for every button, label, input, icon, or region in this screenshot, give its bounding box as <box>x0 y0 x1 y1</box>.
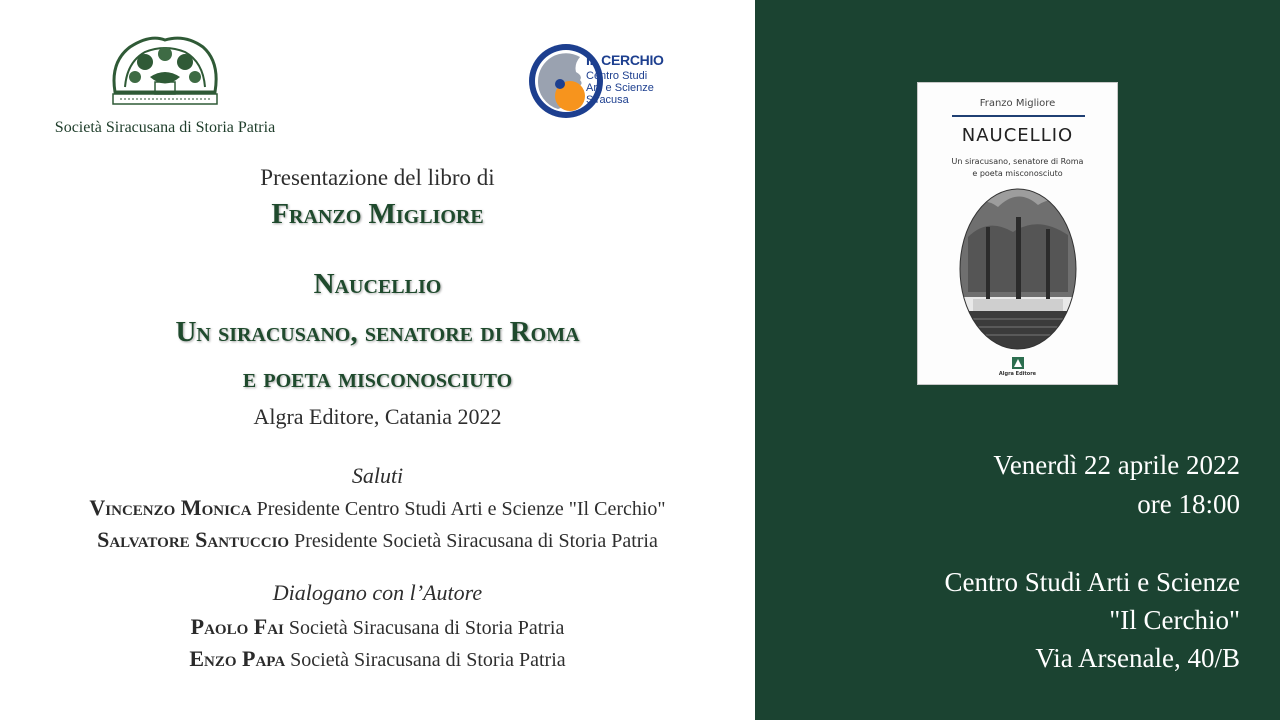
event-date: Venerdì 22 aprile 2022 <box>993 450 1240 480</box>
intro-line: Presentazione del libro di <box>260 165 495 190</box>
author-name: Franzo Migliore <box>271 198 484 230</box>
cover-engraving-icon <box>958 187 1078 352</box>
person-name: Vincenzo Monica <box>89 495 252 520</box>
cerchio-line-3: Siracusa <box>586 94 629 106</box>
saluti-person <box>0 495 755 521</box>
book-cover <box>917 82 1118 385</box>
person-name: Enzo Papa <box>189 646 286 671</box>
venue-line-1: Centro Studi Arti e Scienze <box>944 567 1240 597</box>
society-emblem-icon <box>105 32 225 118</box>
cover-author: Franzo Migliore <box>979 98 1056 109</box>
dialogo-person <box>0 614 755 640</box>
person-name: Salvatore Santuccio <box>97 527 290 552</box>
cover-title: NAUCELLIO <box>961 125 1074 146</box>
event-time: ore 18:00 <box>1137 489 1240 519</box>
societa-name: Società Siracusana di Storia Patria <box>54 119 276 136</box>
book-subtitle-2: e poeta misconosciuto <box>242 362 513 394</box>
dialogo-heading: Dialogano con l’Autore <box>272 580 483 605</box>
right-panel <box>755 0 1280 720</box>
venue-line-2: "Il Cerchio" <box>1109 605 1240 635</box>
cerchio-title: IL CERCHIO <box>586 52 664 68</box>
person-role: Società Siracusana di Storia Patria <box>290 649 566 671</box>
book-subtitle-1: Un siracusano, senatore di Roma <box>175 316 580 348</box>
societa-logo <box>40 30 290 142</box>
person-name: Paolo Fai <box>190 614 284 639</box>
saluti-heading: Saluti <box>351 463 404 488</box>
person-role: Società Siracusana di Storia Patria <box>288 617 565 639</box>
cover-subtitle-2: e poeta misconosciuto <box>972 169 1063 178</box>
cover-divider <box>952 115 1085 117</box>
cerchio-logo <box>528 40 698 126</box>
cover-publisher: Algra Editore <box>998 371 1037 377</box>
cerchio-line-1: Centro Studi <box>586 70 648 82</box>
dialogo-person <box>0 646 755 672</box>
publisher-line: Algra Editore, Catania 2022 <box>253 404 502 429</box>
person-role: Presidente Centro Studi Arti e Scienze "Il Cerchio" <box>256 498 666 520</box>
algra-logo-icon <box>1012 357 1024 369</box>
saluti-person <box>0 527 755 553</box>
venue-address: Via Arsenale, 40/B <box>1035 643 1240 673</box>
cover-subtitle-1: Un siracusano, senatore di Roma <box>951 157 1084 166</box>
person-role: Presidente Società Siracusana di Storia Patria <box>294 530 658 552</box>
cerchio-line-2: Arti e Scienze <box>586 82 654 94</box>
book-title: Naucellio <box>313 268 442 300</box>
